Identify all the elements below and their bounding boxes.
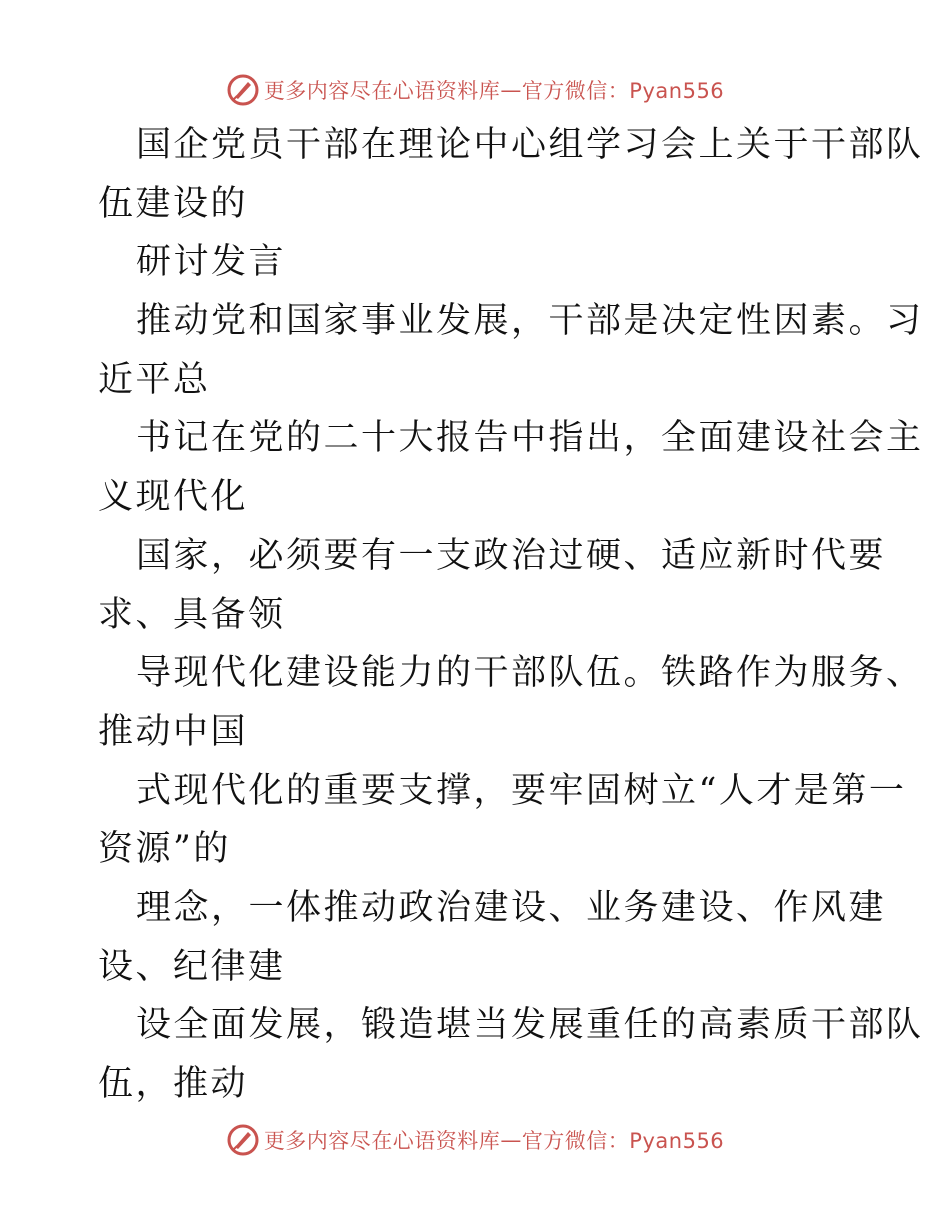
text-line: 近平总 xyxy=(98,359,211,400)
banner-separator: — xyxy=(500,1128,522,1152)
text-line: 国企党员干部在理论中心组学习会上关于干部队 xyxy=(136,125,924,165)
text-line: 伍，推动 xyxy=(98,1064,249,1104)
header-watermark-banner xyxy=(0,70,950,110)
text-line: 推动党和国家事业发展，干部是决定性因素。习 xyxy=(136,301,924,342)
text-line: 资源”的 xyxy=(98,829,231,870)
text-line: 义现代化 xyxy=(98,477,249,518)
banner-site-text: 更多内容尽在心语资料库 xyxy=(263,1129,501,1153)
text-line: 式现代化的重要支撑，要牢固树立“人才是第一 xyxy=(136,770,907,811)
text-line: 导现代化建设能力的干部队伍。铁路作为服务、 xyxy=(136,653,924,694)
footer-watermark-banner xyxy=(0,1120,950,1160)
document-body xyxy=(98,116,924,1114)
quill-seal-icon xyxy=(226,1123,260,1157)
banner-site-text: 更多内容尽在心语资料库 xyxy=(263,79,501,103)
text-line: 推动中国 xyxy=(98,711,249,752)
text-line: 研讨发言 xyxy=(136,242,287,283)
text-line: 书记在党的二十大报告中指出，全面建设社会主 xyxy=(136,418,924,459)
text-line: 理念，一体推动政治建设、业务建设、作风建 xyxy=(136,887,887,928)
quill-seal-icon xyxy=(226,73,260,107)
text-line: 设、纪律建 xyxy=(98,946,286,987)
text-line: 国家，必须要有一支政治过硬、适应新时代要 xyxy=(136,535,887,576)
text-line: 求、具备领 xyxy=(98,594,286,635)
text-line: 设全面发展，锻造堪当发展重任的高素质干部队 xyxy=(136,1005,924,1046)
banner-wechat-text: 官方微信：Pyan556 xyxy=(521,79,725,103)
banner-wechat-text: 官方微信：Pyan556 xyxy=(521,1129,725,1153)
text-line: 伍建设的 xyxy=(98,183,249,224)
banner-separator: — xyxy=(500,78,522,102)
